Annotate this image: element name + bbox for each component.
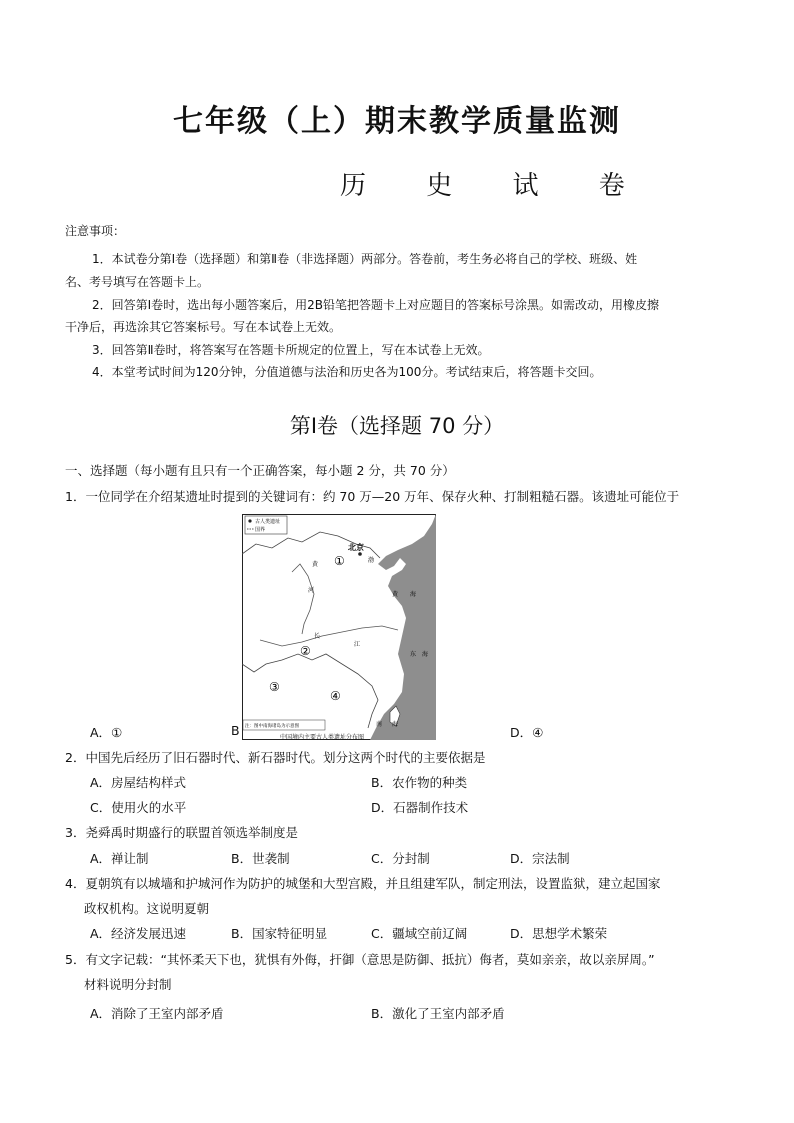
section-title: 第Ⅰ卷（选择题 70 分） [289, 414, 505, 438]
label-he: 河 [308, 587, 315, 594]
q3-option-a: A．禅让制 [90, 851, 149, 866]
note-line: 2．回答第Ⅰ卷时，选出每小题答案后，用2B铅笔把答题卡上对应题目的答案标号涂黑。如需改动，用橡皮擦 [92, 298, 660, 312]
note-line: 3．回答第Ⅱ卷时，将答案写在答题卡所规定的位置上，写在本试卷上无效。 [92, 343, 490, 357]
q1-option-b: B [231, 723, 240, 738]
map-caption: 中国境内主要古人类遗址分布图 [280, 734, 365, 741]
q1-option-d: D．④ [510, 725, 544, 740]
question-5-stem: 5．有文字记载：“其怀柔天下也，犹惧有外侮，扞御（意思是防御、抵抗）侮者，莫如亲亲，故以亲屏周。” [65, 952, 655, 967]
note-line: 名、考号填写在答题卡上。 [65, 275, 210, 289]
q4-option-a: A．经济发展迅速 [90, 926, 187, 941]
q5-option-b: B．激化了王室内部矛盾 [371, 1006, 505, 1021]
legend-border: 国界 [255, 527, 266, 533]
site-dot-icon [248, 519, 251, 522]
label-south-sea-1: 南 [376, 721, 383, 728]
label-bo: 渤 [368, 557, 375, 564]
label-yellow-sea-2: 海 [410, 591, 417, 598]
map-note: 注：图中南海诸岛为示意图 [245, 724, 299, 729]
q3-option-b: B．世袭制 [231, 851, 290, 866]
q2-option-a: A．房屋结构样式 [90, 775, 187, 790]
label-huang: 黄 [312, 561, 319, 568]
q3-option-d: D．宗法制 [510, 851, 570, 866]
marker-1: ① [334, 554, 345, 568]
q1-option-a: A．① [90, 725, 123, 740]
q2-option-c: C．使用火的水平 [90, 800, 187, 815]
q3-option-c: C．分封制 [371, 851, 430, 866]
q2-option-b: B．农作物的种类 [371, 775, 468, 790]
label-chang: 长 [314, 633, 321, 640]
note-line: 1．本试卷分第Ⅰ卷（选择题）和第Ⅱ卷（非选择题）两部分。答卷前，考生务必将自己的学校、班级、姓 [92, 252, 638, 266]
notes-heading: 注意事项： [65, 224, 126, 238]
q4-option-b: B．国家特征明显 [231, 926, 328, 941]
note-line: 4．本堂考试时间为120分钟，分值道德与法治和历史各为100分。考试结束后，将答题卡交回。 [92, 365, 602, 379]
q4-option-c: C．疆域空前辽阔 [371, 926, 468, 941]
part-heading: 一、选择题（每小题有且只有一个正确答案，每小题 2 分，共 70 分） [65, 463, 455, 478]
label-beijing: 北京 [348, 543, 364, 552]
question-3-stem: 3．尧舜禹时期盛行的联盟首领选举制度是 [65, 825, 298, 840]
question-4-stem-cont: 政权机构。这说明夏朝 [84, 901, 210, 916]
label-yellow-sea-1: 黄 [392, 591, 399, 598]
label-east-sea-1: 东 [410, 651, 417, 658]
beijing-dot-icon [358, 552, 362, 556]
note-line: 干净后，再选涂其它答案标号。写在本试卷上无效。 [65, 320, 342, 334]
question-4-stem: 4．夏朝筑有以城墙和护城河作为防护的城堡和大型宫殿，并且组建军队，制定刑法，设置监狱，建立起国家 [65, 876, 661, 891]
q2-option-d: D．石器制作技术 [371, 800, 469, 815]
question-1-stem: 1．一位同学在介绍某遗址时提到的关键词有：约 70 万—20 万年、保存火种、打制粗糙石器。该遗址可能位于 [65, 489, 680, 504]
label-jiang: 江 [354, 641, 361, 648]
q4-option-d: D．思想学术繁荣 [510, 926, 608, 941]
marker-3: ③ [269, 680, 280, 694]
legend-site: 古人类遗址 [255, 519, 281, 525]
question-5-stem-cont: 材料说明分封制 [84, 977, 172, 992]
exam-subtitle: 历 史 试 卷 [340, 171, 651, 201]
marker-2: ② [300, 644, 311, 658]
label-east-sea-2: 海 [422, 651, 429, 658]
marker-4: ④ [330, 689, 341, 703]
q5-option-a: A．消除了王室内部矛盾 [90, 1006, 224, 1021]
exam-title: 七年级（上）期末教学质量监测 [173, 104, 621, 139]
ancient-sites-map [242, 514, 436, 740]
question-2-stem: 2．中国先后经历了旧石器时代、新石器时代。划分这两个时代的主要依据是 [65, 750, 486, 765]
label-south-sea-2: 海 [392, 721, 399, 728]
